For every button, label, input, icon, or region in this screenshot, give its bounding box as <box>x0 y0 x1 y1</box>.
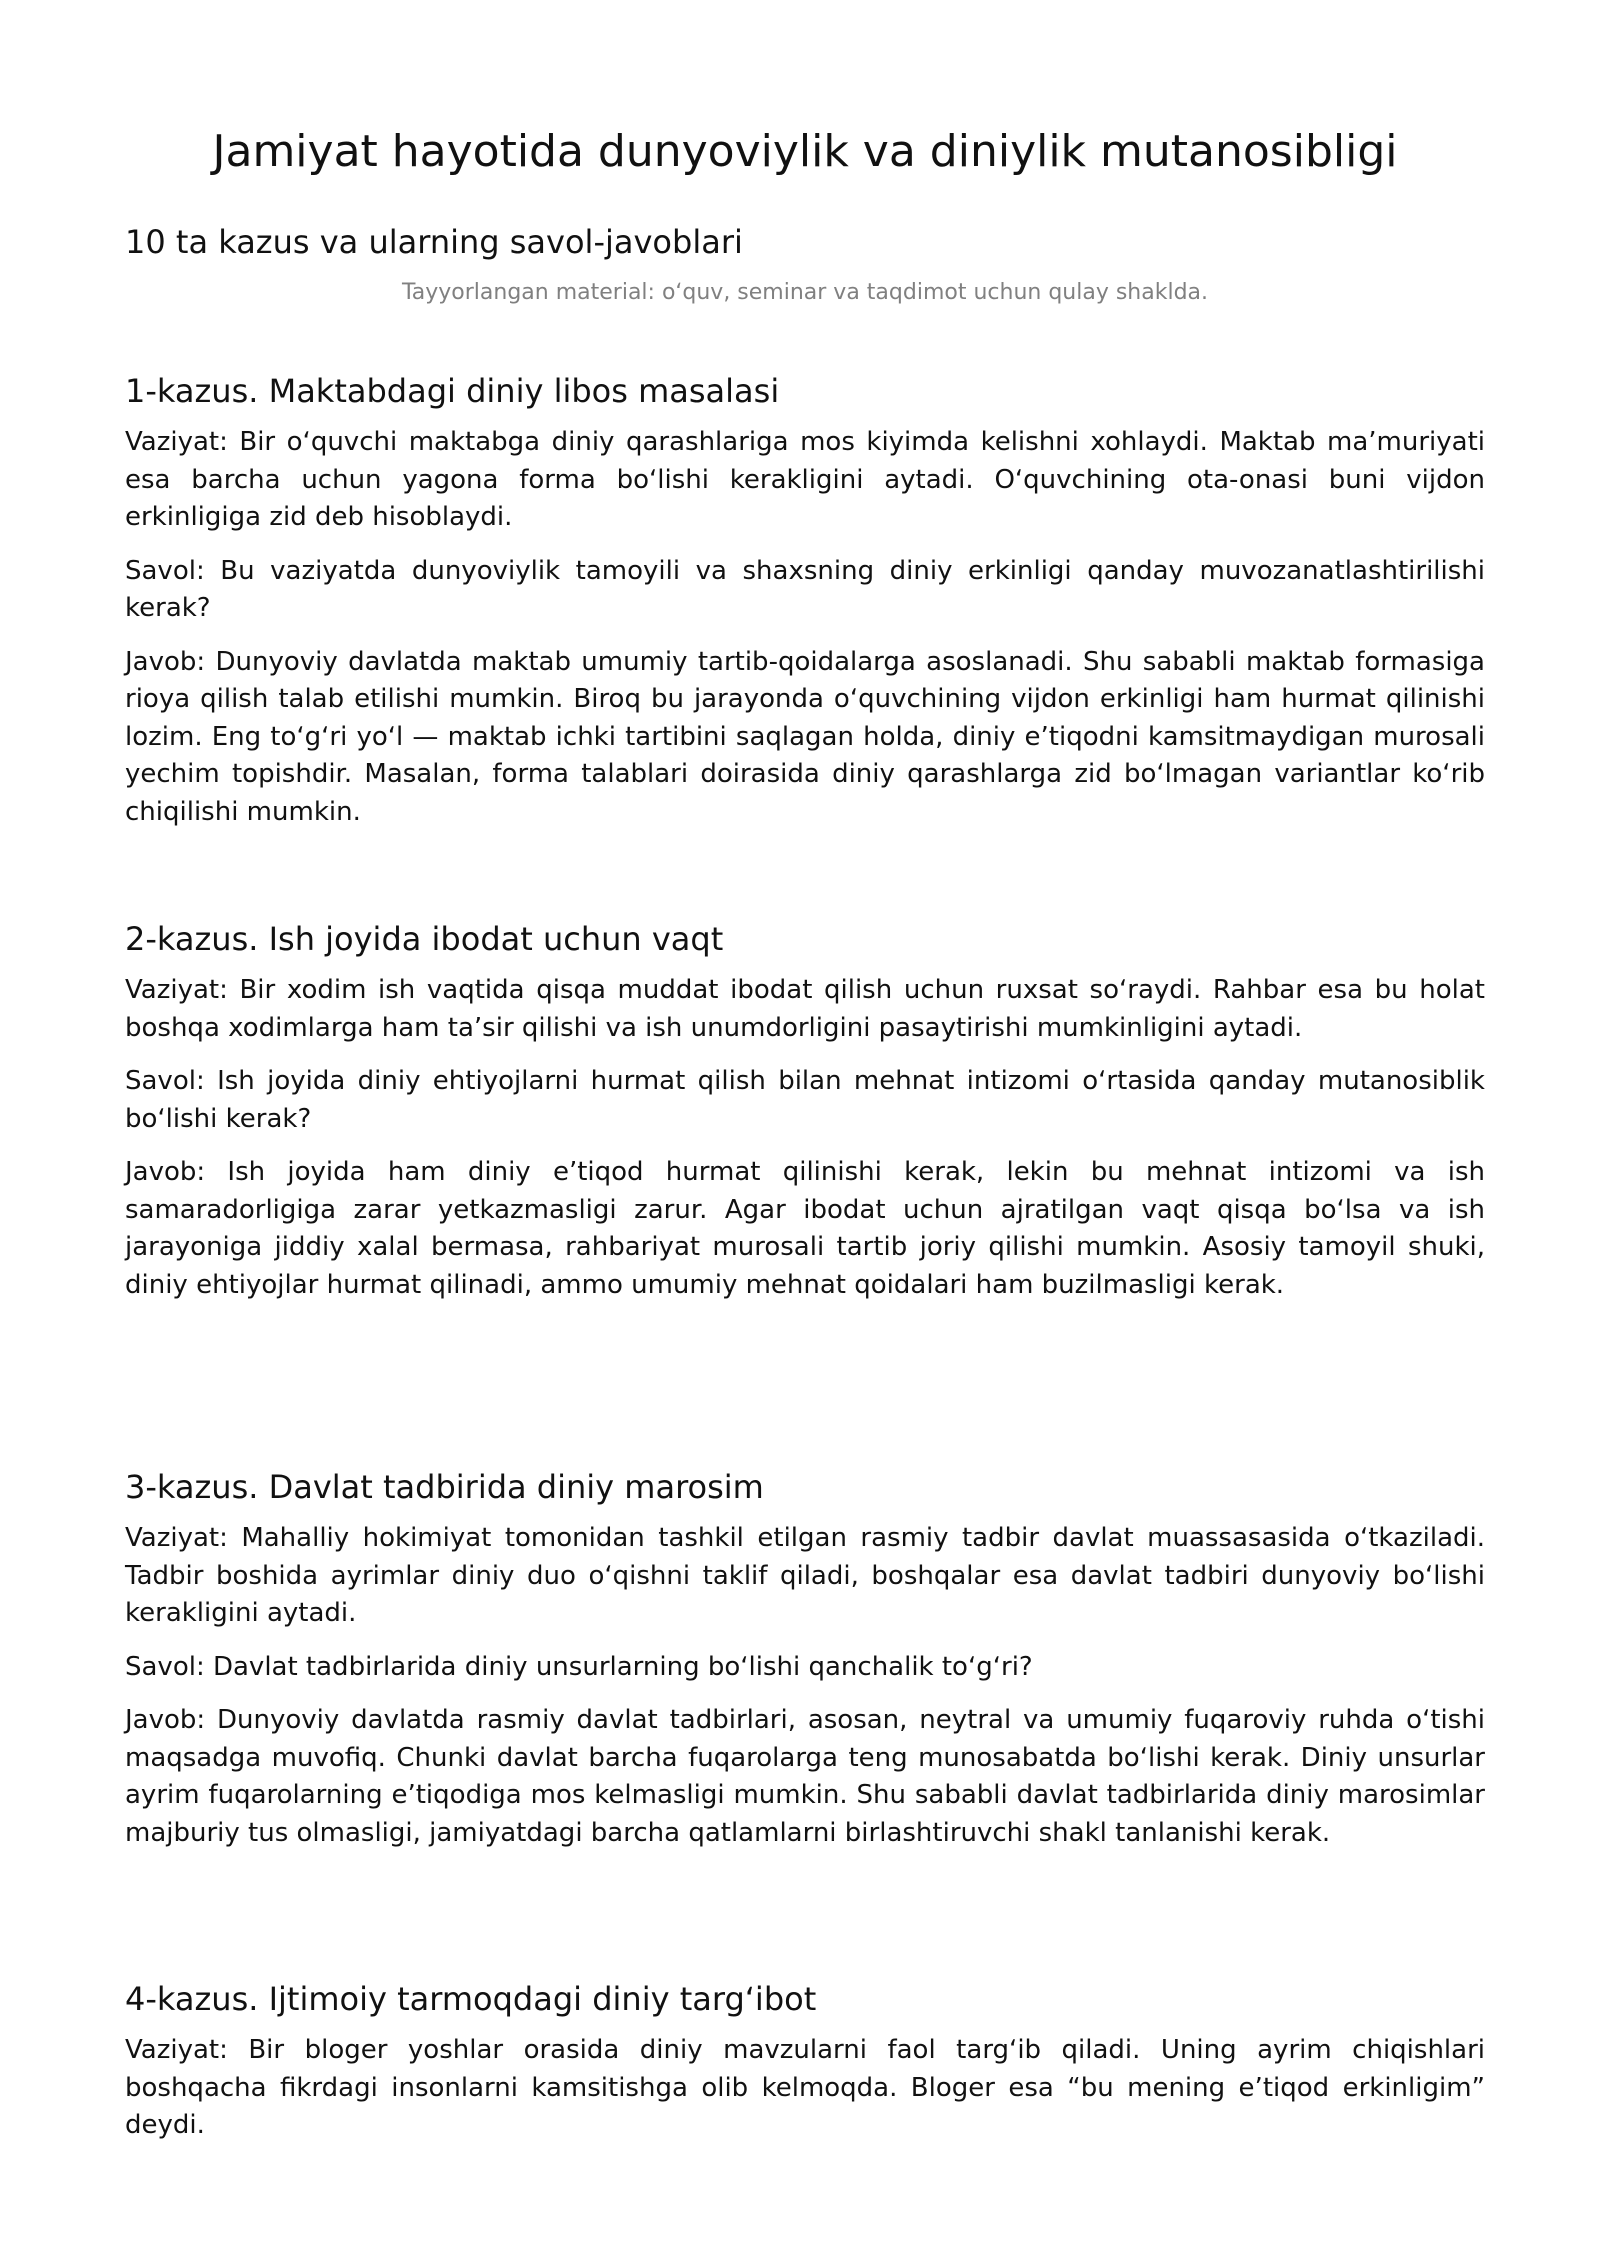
case-title: 1-kazus. Maktabdagi diniy libos masalasi <box>125 372 780 410</box>
document-title: Jamiyat hayotida dunyoviylik va diniylik mutanosibligi <box>212 126 1398 177</box>
case-title: 3-kazus. Davlat tadbirida diniy marosim <box>125 1468 764 1506</box>
case-situation: Vaziyat: Mahalliy hokimiyat tomonidan tashkil etilgan rasmiy tadbir davlat muassasasida oʻtkaziladi. Tadbir boshida ayrimlar diniy duo oʻqishni taklif qiladi, boshqalar esa davlat tadbiri dunyoviy boʻlishi kerakligini aytadi. <box>125 1523 1485 1628</box>
case-question: Savol: Ish joyida diniy ehtiyojlarni hurmat qilish bilan mehnat intizomi oʻrtasida qanday mutanosiblik boʻlishi kerak? <box>125 1066 1485 1134</box>
case-3 <box>125 1466 1485 1868</box>
case-situation: Vaziyat: Bir xodim ish vaqtida qisqa muddat ibodat qilish uchun ruxsat soʻraydi. Rahbar esa bu holat boshqa xodimlarga ham taʼsir qilishi va ish unumdorligini pasaytirishi mumkinligini aytadi. <box>125 975 1485 1043</box>
case-question: Savol: Bu vaziyatda dunyoviylik tamoyili va shaxsning diniy erkinligi qanday muvozanatlashtirilishi kerak? <box>125 555 1485 623</box>
case-situation: Vaziyat: Bir oʻquvchi maktabga diniy qarashlariga mos kiyimda kelishni xohlaydi. Maktab maʼmuriyati esa barcha uchun yagona forma boʻlishi kerakligini aytadi. Oʻquvchining ota-onasi buni vijdon erkinligiga zid deb hisoblaydi. <box>125 427 1485 532</box>
case-answer: Javob: Dunyoviy davlatda rasmiy davlat tadbirlari, asosan, neytral va umumiy fuqaroviy ruhda oʻtishi maqsadga muvofiq. Chunki davlat barcha fuqarolarga teng munosabatda boʻlishi kerak. Diniy unsurlar ayrim fuqarolarning eʼtiqodiga mos kelmasligi mumkin. Shu sababli davlat tadbirlarida diniy marosimlar majburiy tus olmasligi, jamiyatdagi barcha qatlamlarni birlashtiruvchi shakl tanlanishi kerak. <box>125 1705 1485 1848</box>
case-answer: Javob: Dunyoviy davlatda maktab umumiy tartib-qoidalarga asoslanadi. Shu sababli maktab formasiga rioya qilish talab etilishi mumkin. Biroq bu jarayonda oʻquvchining vijdon erkinligi ham hurmat qilinishi lozim. Eng toʻgʻri yoʻl — maktab ichki tartibini saqlagan holda, diniy eʼtiqodni kamsitmaydigan murosali yechim topishdir. Masalan, forma talablari doirasida diniy qarashlarga zid boʻlmagan variantlar koʻrib chiqilishi mumkin. <box>125 646 1485 827</box>
case-answer: Javob: Ish joyida ham diniy eʼtiqod hurmat qilinishi kerak, lekin bu mehnat intizomi va ish samaradorligiga zarar yetkazmasligi zarur. Agar ibodat uchun ajratilgan vaqt qisqa boʻlsa va ish jarayoniga jiddiy xalal bermasa, rahbariyat murosali tartib joriy qilishi mumkin. Asosiy tamoyil shuki, diniy ehtiyojlar hurmat qilinadi, ammo umumiy mehnat qoidalari ham buzilmasligi kerak. <box>125 1157 1485 1300</box>
case-title: 4-kazus. Ijtimoiy tarmoqdagi diniy targʻibot <box>125 1980 817 2018</box>
document-subtitle: 10 ta kazus va ularning savol-javoblari <box>125 223 743 261</box>
case-title: 2-kazus. Ish joyida ibodat uchun vaqt <box>125 920 724 958</box>
case-question: Savol: Davlat tadbirlarida diniy unsurlarning boʻlishi qanchalik toʻgʻri? <box>125 1651 1033 1682</box>
case-2 <box>125 918 1485 1320</box>
case-4 <box>125 1978 1485 2161</box>
case-1 <box>125 370 1485 847</box>
case-situation: Vaziyat: Bir bloger yoshlar orasida diniy mavzularni faol targʻib qiladi. Uning ayrim chiqishlari boshqacha fikrdagi insonlarni kamsitishga olib kelmoqda. Bloger esa “bu mening eʼtiqod erkinligim” deydi. <box>125 2035 1485 2140</box>
document-note: Tayyorlangan material: oʻquv, seminar va taqdimot uchun qulay shaklda. <box>401 280 1209 305</box>
